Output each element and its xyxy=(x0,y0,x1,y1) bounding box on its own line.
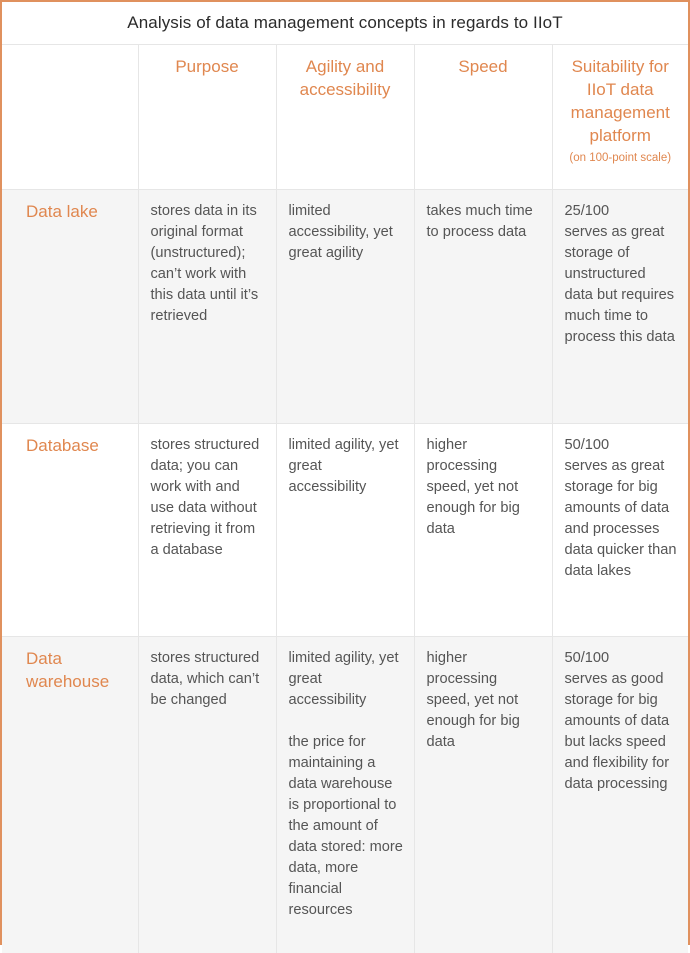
header-agility: Agility and accessibility xyxy=(276,45,414,190)
cell-purpose: stores structured data; you can work with and use data without retrieving it from a database xyxy=(138,424,276,637)
cell-agility: limited agility, yet great accessibility xyxy=(276,424,414,637)
table-row-database xyxy=(2,424,688,637)
suitability-score: 25/100 xyxy=(565,201,679,222)
header-row xyxy=(2,45,688,190)
header-empty xyxy=(2,45,138,190)
suitability-text: serves as good storage for big amounts of data but lacks speed and flexibility for data processing xyxy=(565,669,679,795)
suitability-score: 50/100 xyxy=(565,648,679,669)
suitability-text: serves as great storage of unstructured data but requires much time to process this data xyxy=(565,222,679,348)
cell-speed: takes much time to process data xyxy=(414,190,552,424)
cell-speed: higher processing speed, yet not enough for big data xyxy=(414,424,552,637)
cell-agility: limited accessibility, yet great agility xyxy=(276,190,414,424)
cell-suitability xyxy=(552,190,688,424)
table-row-data-warehouse xyxy=(2,637,688,953)
suitability-text: serves as great storage for big amounts of data and processes data quicker than data lakes xyxy=(565,456,679,582)
cell-suitability xyxy=(552,424,688,637)
table-row-data-lake xyxy=(2,190,688,424)
cell-speed: higher processing speed, yet not enough for big data xyxy=(414,637,552,953)
header-suitability-label: Suitability for IIoT data management platform xyxy=(571,57,670,145)
header-speed: Speed xyxy=(414,45,552,190)
comparison-table xyxy=(2,2,688,953)
suitability-score: 50/100 xyxy=(565,435,679,456)
cell-purpose: stores structured data, which can’t be changed xyxy=(138,637,276,953)
row-name: Database xyxy=(2,424,138,637)
header-suitability-sublabel: (on 100-point scale) xyxy=(561,147,681,169)
row-name: Data lake xyxy=(2,190,138,424)
paragraph-gap xyxy=(289,711,404,732)
cell-purpose: stores data in its original format (unstructured); can’t work with this data until it’s retrieved xyxy=(138,190,276,424)
cell-suitability xyxy=(552,637,688,953)
agility-note: the price for maintaining a data warehouse is proportional to the amount of data stored: more data, more financial resources xyxy=(289,732,404,921)
row-name: Data warehouse xyxy=(2,637,138,953)
header-suitability xyxy=(552,45,688,190)
agility-text: limited agility, yet great accessibility xyxy=(289,648,404,711)
header-purpose: Purpose xyxy=(138,45,276,190)
cell-agility xyxy=(276,637,414,953)
title-row xyxy=(2,2,688,45)
table-title: Analysis of data management concepts in regards to IIoT xyxy=(2,2,688,45)
